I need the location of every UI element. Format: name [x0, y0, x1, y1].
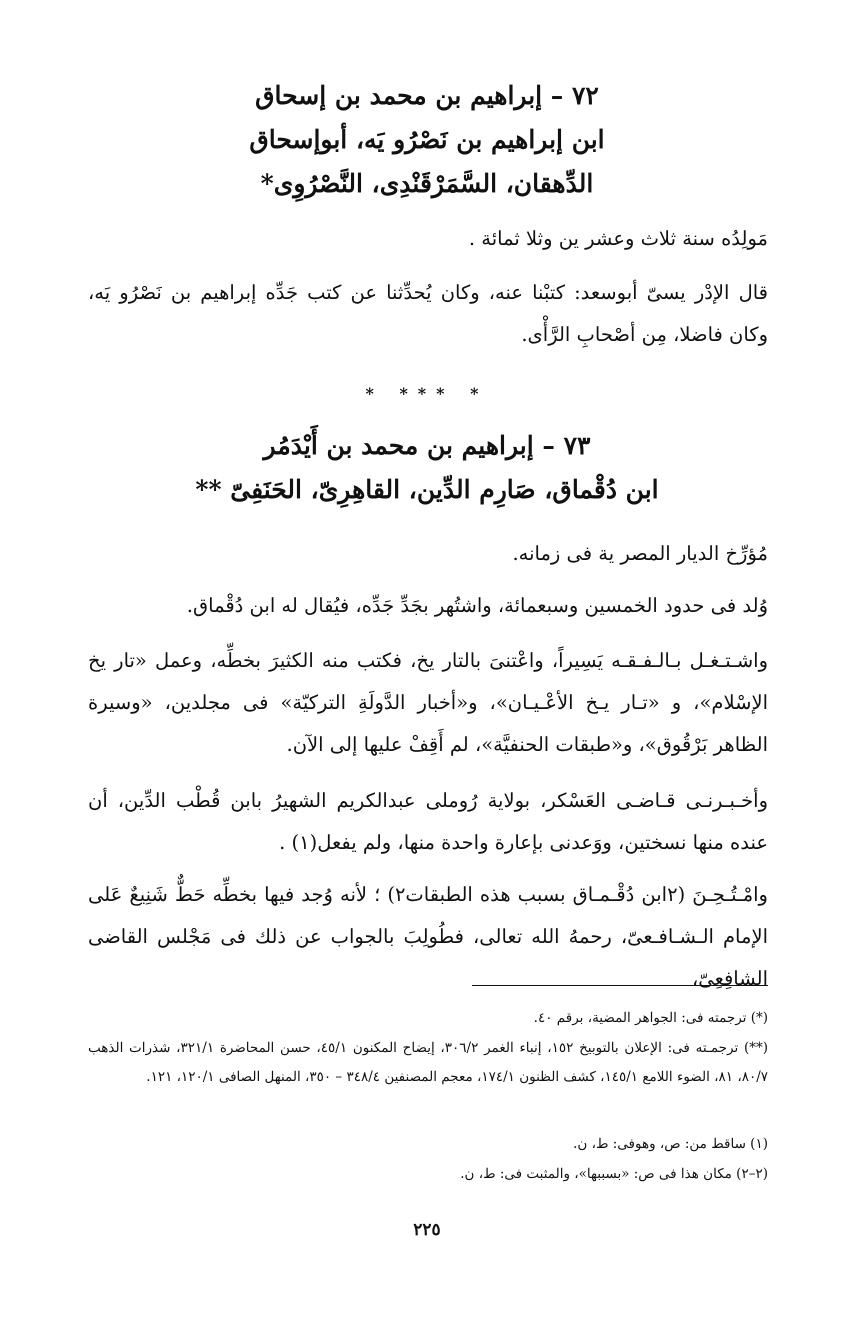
footnote-1: (*) ترجمته فى: الجواهر المضية، برقم ٤٠. [533, 1010, 768, 1026]
entry-73-name-line: ابن دُقْماق، صَارِم الدِّين، القاهِرِىّ، الحَنَفِىّ ** [195, 475, 659, 504]
paragraph-trial: وامْـتُـحِـنَ (٢ابن دُقْـمـاق بسبب هذه الطبقات٢) ؛ لأنه وُجد فيها بخطِّه حَطٌّ شَنِيعٌ عَلى الإمام الـشـافـعىّ، رحمهُ الله تعالى، فطُولِبَ بالجواب عن ذلك فى مَجْلس القاضى الشافِعِىّ، [88, 883, 768, 990]
entry-73-heading [0, 424, 854, 512]
entry-72-name-line: ابن إبراهيم بن نَصْرُو يَه، أبوإسحاق [249, 125, 605, 154]
page-number: ٢٢٥ [413, 1220, 441, 1240]
footnote-divider [472, 985, 768, 986]
paragraph-works: واشـتـغـل بـالـفـقـه يَسِيراً، واعْتنىَ بالتار يخ، فكتب منه الكثيرَ بخطِّه، وعمل «تار يخ الإسْلام»، و «تـار يـخ الأعْـيـان»، و«أخبار الدَّولَةِ التركيّة» فى مجلدين، «وسيرة الظاهر بَرْقُوق»، و«طبقات الحنفيَّة»، لم أَقِفْ عليها إلى الآن. [88, 649, 768, 756]
entry-72-title: ٧٢ – إبراهيم بن محمد بن إسحاق [255, 81, 599, 110]
footnote-2: (**) ترجمـته فى: الإعلان بالتوبيخ ١٥٢، إنباء الغمر ٣٠٦/٢، إيضاح المكنون ٤٥/١، حسن المحاضرة ٣٢١/١، شذرات الذهب ٨٠/٧، ٨١، الضوء اللامع ١٤٥/١، كشف الظنون ١٧٤/١، معجم المصنفين ٣٤٨/٤ – ٣٥٠، المنهل الصافى ١٢٠/١، ١٢١. [88, 1040, 768, 1085]
paragraph-idrisi-quote: قال الإدْر يسىّ أبوسعد: كتبْنا عنه، وكان يُحدِّثنا عن كتب جَدِّه إبراهيم بن نَصْرُو يَه، وكان فاضلا، مِن أصْحابِ الرَّأْى. [88, 281, 768, 346]
entry-73-title: ٧٣ – إبراهيم بن محمد بن أَيْدَمُر [263, 431, 591, 460]
footnote-3: (١) ساقط من: ص، وهوفى: ط، ن. [573, 1136, 768, 1152]
entry-72-nisba-line: الدِّهقان، السَّمَرْقَنْدِى، النَّصْرُوِى* [260, 169, 594, 198]
paragraph-qadi: وأخـبـرنـى قـاضـى العَسْكر، بولاية رُوملى عبدالكريم الشهيرُ بابن قُطْب الدِّين، أن عنده منها نسختين، ووَعدنى بإعارة واحدة منها، ولم يفعل(١) . [88, 789, 768, 854]
footnote-4: (٢–٢) مكان هذا فى ص: «بسببها»، والمثبت فى: ط، ن. [460, 1166, 768, 1182]
paragraph-birth-73: وُلد فى حدود الخمسين وسبعمائة، واشتُهر بجَدِّ جَدِّه، فيُقال له ابن دُقْماق. [186, 594, 768, 617]
paragraph-birth: مَولِدُه سنة ثلاث وعشر ين وثلا ثمائة . [468, 227, 768, 250]
paragraph-historian: مُؤرِّخ الديار المصر ية فى زمانه. [512, 542, 768, 565]
section-separator: * *** * [365, 384, 489, 403]
entry-72-heading [0, 74, 854, 206]
